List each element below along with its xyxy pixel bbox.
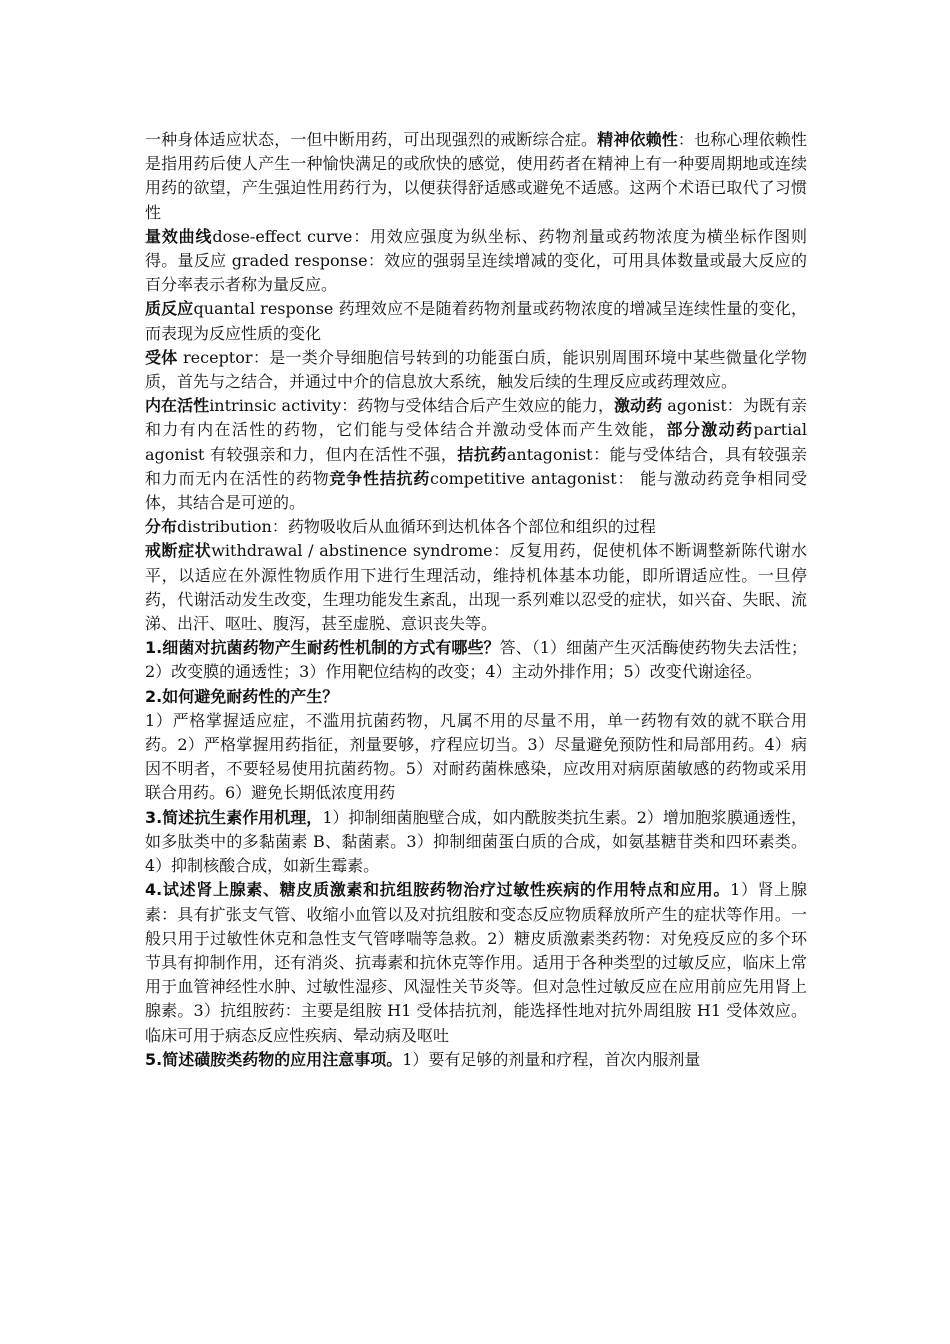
paragraph-text: 1）要有足够的剂量和疗程，首次内服剂量 <box>402 1049 701 1069</box>
paragraph-text: antagonist：能与受体结合，具有较强亲和力而无内在活性的药物 <box>145 444 807 488</box>
paragraph-text: distribution：药物吸收后从血循环到达机体各个部位和组织的过程 <box>177 517 656 537</box>
paragraph-text: ：也称心理依赖性是指用药后使人产生一种愉快满足的或欣快的感觉，使用药者在精神上有一种要周期地或连续用药的欲望，产生强迫性用药行为，以便获得舒适感或避免不适感。这两个术语已取代了习惯性 <box>145 130 807 222</box>
paragraph-text: receptor：是一类介导细胞信号转到的功能蛋白质，能识别周围环境中某些微量化学物质，首先与之结合，并通过中介的信息放大系统，触发后续的生理反应或药理效应。 <box>145 347 807 392</box>
paragraph <box>145 225 807 298</box>
paragraph <box>145 709 807 806</box>
paragraph <box>145 806 807 879</box>
bold-term: 1.细菌对抗菌药物产生耐药性机制的方式有哪些？ <box>145 638 500 658</box>
paragraph <box>145 636 807 684</box>
paragraph-text: withdrawal / abstinence syndrome：反复用药，促使机体不断调整新陈代谢水平，以适应在外源性物质作用下进行生理活动，维持机体基本功能，即所谓适应性。一旦停药，代谢活动发生改变，生理功能发生紊乱，出现一系列难以忍受的症状，如兴奋、失眠、流涕、出汗、呕吐、腹泻，甚至虚脱、意识丧失等。 <box>145 541 807 634</box>
bold-term: 精神依赖性 <box>597 130 678 149</box>
bold-term: 4.试述肾上腺素、糖皮质激素和抗组胺药物治疗过敏性疾病的作用特点和应用。 <box>145 880 731 900</box>
bold-term: 质反应 <box>145 299 194 319</box>
paragraph-text: 1）严格掌握适应症，不滥用抗菌药物，凡属不用的尽量不用，单一药物有效的就不联合用药。2）严格掌握用药指征，剂量要够，疗程应切当。3）尽量避免预防性和局部用药。4）病因不明者，不要轻易使用抗菌药物。5）对耐药菌株感染，应改用对病原菌敏感的药物或采用联合用药。6）避免长期低浓度用药 <box>145 710 807 803</box>
bold-term: 3.简述抗生素作用机理， <box>145 807 323 827</box>
paragraph <box>145 1048 807 1072</box>
document-page <box>145 128 807 1072</box>
paragraph-text: 1）抑制细菌胞壁合成，如内酰胺类抗生素。2）增加胞浆膜通透性，如多肽类中的多黏菌素 B、黏菌素。3）抑制细菌蛋白质的合成，如氨基糖苷类和四环素类。4）抑制核酸合成，如新生霉素。 <box>145 807 807 876</box>
bold-term: 内在活性 <box>145 396 210 416</box>
bold-term: 受体 <box>145 347 178 367</box>
paragraph-text: partial agonist 有较强亲和力，但内在活性不强， <box>145 420 807 464</box>
bold-term: 分布 <box>145 517 178 537</box>
paragraph-text: competitive antagonist： 能与激动药竞争相同受体，其结合是可逆的。 <box>145 468 807 513</box>
bold-term: 竞争性拮抗药 <box>329 468 431 488</box>
paragraph <box>145 297 807 345</box>
paragraph <box>145 394 807 515</box>
bold-term: 量效曲线 <box>145 226 213 246</box>
bold-term: 激动药 <box>614 396 663 416</box>
paragraph-text: 一种身体适应状态，一但中断用药，可出现强烈的戒断综合症。 <box>145 130 598 149</box>
paragraph <box>145 539 807 636</box>
bold-term: 5.简述磺胺类药物的应用注意事项。 <box>145 1049 403 1069</box>
bold-term: 戒断症状 <box>145 541 212 561</box>
paragraph <box>145 515 807 539</box>
paragraph <box>145 128 807 225</box>
bold-term: 2.如何避免耐药性的产生？ <box>145 686 339 706</box>
paragraph-text: intrinsic activity：药物与受体结合后产生效应的能力， <box>209 396 614 416</box>
paragraph-text: quantal response 药理效应不是随着药物剂量或药物浓度的增减呈连续性量的变化，而表现为反应性质的变化 <box>145 299 807 343</box>
paragraph <box>145 346 807 394</box>
paragraph-text: dose-effect curve：用效应强度为纵坐标、药物剂量或药物浓度为横坐标作图则得。量反应 graded response：效应的强弱呈连续增减的变化，可用具体数量或最大反应的百分率表示者称为量反应。 <box>145 226 807 295</box>
paragraph-text: 1）肾上腺素：具有扩张支气管、收缩小血管以及对抗组胺和变态反应物质释放所产生的症状等作用。一般只用于过敏性休克和急性支气管哮喘等急救。2）糖皮质激素类药物：对免疫反应的多个环节具有抑制作用，还有消炎、抗毒素和抗休克等作用。适用于各种类型的过敏反应，临床上常用于血管神经性水肿、过敏性湿疹、风湿性关节炎等。但对急性过敏反应在应用前应先用肾上腺素。3）抗组胺药：主要是组胺 H1 受体拮抗剂，能选择性地对抗外周组胺 H1 受体效应。临床可用于病态反应性疾病、晕动病及呕吐 <box>145 880 807 1045</box>
paragraph-text: 答、（1）细菌产生灭活酶使药物失去活性；2）改变膜的通透性；3）作用靶位结构的改变；4）主动外排作用；5）改变代谢途径。 <box>145 638 807 682</box>
paragraph <box>145 878 807 1047</box>
bold-term: 部分激动药 <box>666 420 754 440</box>
paragraph <box>145 685 807 709</box>
bold-term: 拮抗药 <box>457 444 507 464</box>
paragraph-text: agonist：为既有亲和力有内在活性的药物，它们能与受体结合并激动受体而产生效能， <box>145 396 807 440</box>
